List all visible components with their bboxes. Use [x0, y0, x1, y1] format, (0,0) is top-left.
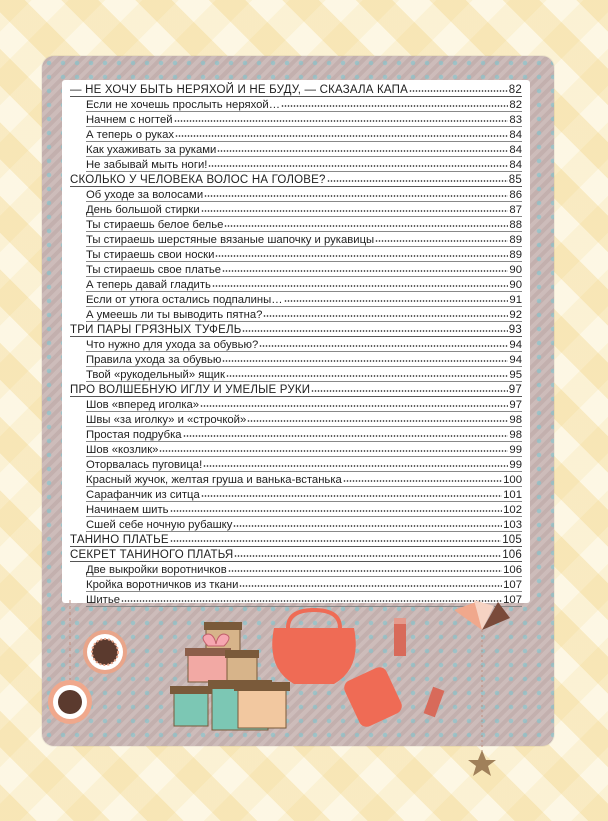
toc-entry-title: Шитье: [86, 594, 121, 606]
toc-entry-title: А умеешь ли ты выводить пятна?: [86, 309, 263, 321]
toc-entry-page: 98: [509, 429, 522, 441]
toc-entry-title: Не забывай мыть ноги!: [86, 159, 208, 171]
toc-entry-page: 97: [509, 399, 522, 411]
toc-entry[interactable]: [86, 186, 522, 201]
toc-entry[interactable]: [86, 261, 522, 276]
toc-entry[interactable]: [86, 396, 522, 411]
toc-leader: [170, 539, 501, 543]
toc-entry-page: 99: [509, 459, 522, 471]
toc-entry[interactable]: [86, 291, 522, 306]
toc-leader: [159, 449, 508, 453]
toc-entry-title: Об уходе за волосами: [86, 189, 204, 201]
toc-entry-page: 84: [509, 129, 522, 141]
toc-leader: [284, 299, 509, 303]
toc-entry-page: 90: [509, 264, 522, 276]
toc-entry[interactable]: [70, 321, 522, 336]
toc-entry-page: 107: [503, 579, 522, 591]
toc-entry-title: Если от утюга остались подпалины…: [86, 294, 283, 306]
toc-entry[interactable]: [86, 366, 522, 381]
toc-leader: [208, 164, 508, 168]
toc-entry-page: 105: [502, 534, 522, 546]
toc-leader: [281, 104, 508, 108]
toc-entry[interactable]: [86, 156, 522, 171]
toc-leader: [222, 269, 508, 273]
toc-leader: [228, 569, 502, 573]
toc-entry[interactable]: [86, 201, 522, 216]
toc-entry-title: Если не хочешь прослыть неряхой…: [86, 99, 281, 111]
toc-entry-title: Простая подрубка: [86, 429, 182, 441]
purse-icon: [272, 610, 404, 729]
toc-entry[interactable]: [70, 546, 522, 561]
toc-leader: [234, 554, 501, 558]
toc-entry-title: Начинаем шить: [86, 504, 169, 516]
toc-leader: [375, 239, 508, 243]
decorations: [42, 600, 554, 780]
toc-entry[interactable]: [86, 126, 522, 141]
toc-entry[interactable]: [86, 501, 522, 516]
toc-leader: [247, 419, 508, 423]
toc-entry-title: Красный жучок, желтая груша и ванька-встанька: [86, 474, 342, 486]
toc-leader: [201, 494, 502, 498]
toc-entry-page: 88: [509, 219, 522, 231]
toc-entry[interactable]: [70, 381, 522, 396]
toc-entry-title: Ты стираешь свои носки: [86, 249, 215, 261]
toc-entry[interactable]: [86, 141, 522, 156]
toc-entry[interactable]: [86, 351, 522, 366]
toc-entry-page: 92: [509, 309, 522, 321]
hanging-star-icon: [454, 600, 510, 776]
toc-entry-title: А теперь о руках: [86, 129, 175, 141]
toc-entry-page: 86: [509, 189, 522, 201]
toc-entry-page: 87: [509, 204, 522, 216]
toc-entry-page: 82: [509, 99, 522, 111]
toc-entry[interactable]: [86, 471, 522, 486]
toc-entry[interactable]: [86, 516, 522, 531]
toc-leader: [201, 209, 509, 213]
toc-entry-title: День большой стирки: [86, 204, 200, 216]
toc-entry[interactable]: [70, 531, 522, 546]
toc-entry[interactable]: [86, 561, 522, 576]
toc-entry-page: 94: [509, 354, 522, 366]
toc-leader: [222, 359, 508, 363]
toc-leader: [174, 119, 509, 123]
toc-leader: [200, 404, 508, 408]
toc-leader: [226, 374, 508, 378]
toc-entry[interactable]: [86, 336, 522, 351]
toc-entry-title: Как ухаживать за руками: [86, 144, 217, 156]
toc-entry-page: 89: [509, 249, 522, 261]
toc-leader: [204, 194, 508, 198]
toc-entry-page: 103: [503, 519, 522, 531]
toc-leader: [217, 149, 508, 153]
toc-entry-title: СКОЛЬКО У ЧЕЛОВЕКА ВОЛОС НА ГОЛОВЕ?: [70, 174, 326, 186]
toc-entry[interactable]: [86, 246, 522, 261]
toc-entry[interactable]: [86, 411, 522, 426]
toc-entry[interactable]: [86, 111, 522, 126]
toc-entry-title: Твой «рукодельный» ящик: [86, 369, 225, 381]
toc-entry-page: 85: [508, 174, 522, 186]
toc-entry-title: СЕКРЕТ ТАНИНОГО ПЛАТЬЯ: [70, 549, 234, 561]
toc-entry-title: Кройка воротничков из ткани: [86, 579, 239, 591]
toc-entry-title: Оторвалась пуговица!: [86, 459, 203, 471]
toc-entry-title: ТРИ ПАРЫ ГРЯЗНЫХ ТУФЕЛЬ: [70, 324, 242, 336]
toc-entry[interactable]: [86, 96, 522, 111]
toc-entry[interactable]: [86, 456, 522, 471]
toc-entry-page: 89: [509, 234, 522, 246]
toc-leader: [233, 524, 502, 528]
toc-leader: [215, 254, 508, 258]
toc-entry-page: 93: [508, 324, 522, 336]
toc-entry[interactable]: [86, 576, 522, 591]
flower-icon: [48, 680, 92, 724]
toc-entry-page: 90: [509, 279, 522, 291]
toc-entry-title: Две выкройки воротничков: [86, 564, 227, 576]
toc-leader: [212, 284, 509, 288]
toc-leader: [183, 434, 509, 438]
toc-entry-page: 98: [509, 414, 522, 426]
toc-entry-title: Сшей себе ночную рубашку: [86, 519, 233, 531]
toc-leader: [343, 479, 502, 483]
toc-entry[interactable]: [70, 81, 522, 96]
toc-entry-page: 107: [503, 594, 522, 606]
toc-entry[interactable]: [86, 306, 522, 321]
toc-entry-title: ПРО ВОЛШЕБНУЮ ИГЛУ И УМЕЛЫЕ РУКИ: [70, 384, 311, 396]
toc-entry-page: 99: [509, 444, 522, 456]
lipstick-icon: [394, 618, 444, 717]
toc-entry-title: ТАНИНО ПЛАТЬЕ: [70, 534, 169, 546]
toc-entry[interactable]: [86, 426, 522, 441]
toc-entry-title: Ты стираешь шерстяные вязаные шапочку и рукавицы: [86, 234, 375, 246]
toc-leader: [175, 134, 508, 138]
toc-entry-page: 83: [509, 114, 522, 126]
toc-entry-title: Правила ухода за обувью: [86, 354, 222, 366]
toc-leader: [242, 329, 507, 333]
toc-entry[interactable]: [86, 216, 522, 231]
toc-entry-title: Ты стираешь свое платье: [86, 264, 222, 276]
toc-entry-title: Сарафанчик из ситца: [86, 489, 200, 501]
toc-entry-page: 84: [509, 159, 522, 171]
toc-entry-title: Шов «козлик»: [86, 444, 159, 456]
toc-leader: [311, 389, 508, 393]
toc-entry-page: 91: [509, 294, 522, 306]
toc-entry-page: 94: [509, 339, 522, 351]
toc-entry-title: Швы «за иголку» и «строчкой»: [86, 414, 247, 426]
toc-leader: [409, 89, 508, 93]
toc-entry-page: 106: [503, 564, 522, 576]
toc-entry-title: А теперь давай гладить: [86, 279, 211, 291]
toc-leader: [224, 224, 508, 228]
toc-entry-page: 95: [509, 369, 522, 381]
toc-entry-title: Шов «вперед иголка»: [86, 399, 200, 411]
toc-entry[interactable]: [86, 276, 522, 291]
toc-leader: [239, 584, 502, 588]
gift-boxes-icon: [170, 622, 290, 730]
toc-leader: [203, 464, 508, 468]
flower-icon: [83, 630, 127, 674]
toc-entry[interactable]: [86, 231, 522, 246]
toc-entry-page: 97: [508, 384, 522, 396]
toc-entry-page: 82: [508, 84, 522, 96]
toc-entry-title: Что нужно для ухода за обувью?: [86, 339, 259, 351]
toc-entry[interactable]: [86, 441, 522, 456]
toc-leader: [263, 314, 508, 318]
table-of-contents: [62, 80, 530, 606]
toc-leader: [259, 344, 508, 348]
toc-entry-title: Ты стираешь белое белье: [86, 219, 224, 231]
toc-leader: [170, 509, 503, 513]
toc-entry-page: 84: [509, 144, 522, 156]
toc-entry-title: — НЕ ХОЧУ БЫТЬ НЕРЯХОЙ И НЕ БУДУ, — СКАЗАЛА КАПА: [70, 84, 408, 96]
toc-entry-page: 100: [503, 474, 522, 486]
toc-entry-page: 106: [502, 549, 522, 561]
toc-entry-page: 102: [503, 504, 522, 516]
toc-entry-title: Начнем с ногтей: [86, 114, 173, 126]
toc-leader: [327, 179, 508, 183]
toc-entry[interactable]: [70, 171, 522, 186]
toc-entry-page: 101: [503, 489, 522, 501]
toc-entry[interactable]: [86, 486, 522, 501]
